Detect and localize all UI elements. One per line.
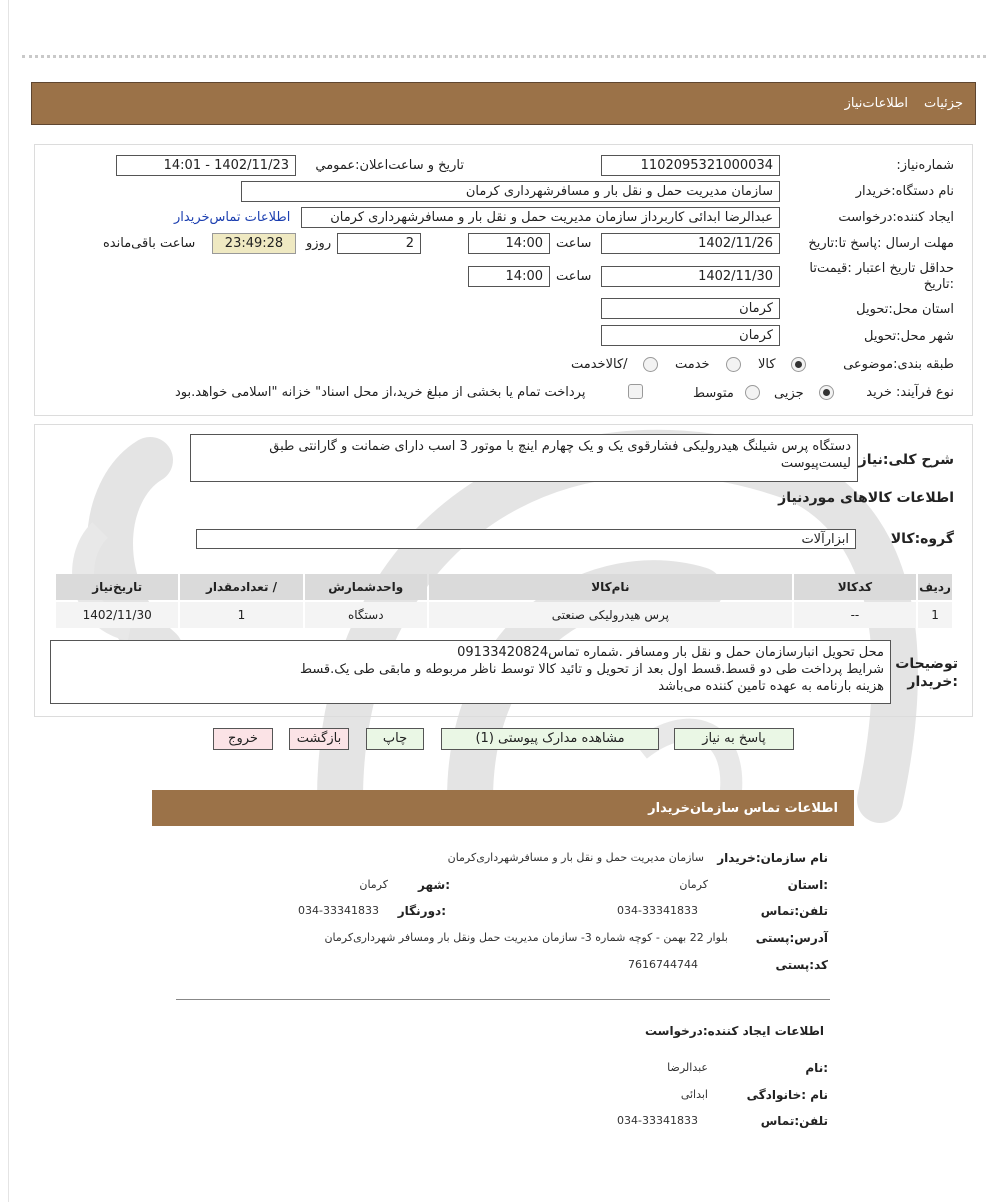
validity-time-field: 14:00 bbox=[468, 266, 550, 287]
contact-address-value: بلوار 22 بهمن - کوچه شماره 3- سازمان مدیریت حمل ونقل بار ومسافر شهرداری‌کرمان bbox=[324, 931, 728, 944]
reply-button[interactable]: پاسخ به نیاز bbox=[674, 728, 794, 750]
goods-table bbox=[54, 572, 954, 630]
deadline-time-field: 14:00 bbox=[468, 233, 550, 254]
attachments-button[interactable]: مشاهده مدارک پیوستی (1) bbox=[441, 728, 659, 750]
col-qty: / تعدادمقدار bbox=[180, 574, 302, 600]
need-summary-field: دستگاه پرس شیلنگ هیدرولیکی فشارقوی یک و یک چهارم اینچ با موتور 3 اسب دارای ضمانت و گارانتی طبق لیست‌پیوست bbox=[190, 434, 858, 482]
validity-time-label: ساعت bbox=[556, 269, 592, 284]
buyer-contact-link[interactable]: اطلاعات تماس‌خریدار bbox=[174, 210, 291, 225]
days-label: روزو bbox=[306, 236, 332, 251]
deadline-label: مهلت ارسال :پاسخ تا:تاریخ bbox=[808, 236, 954, 251]
col-unit: واحدشمارش bbox=[305, 574, 427, 600]
buyer-note-line: شرایط پرداخت طی دو قسط.قسط اول بعد از تحویل و تائید کالا توسط ناظر مربوطه و مابقی طی یک.قسط bbox=[299, 662, 884, 677]
cell-qty: 1 bbox=[180, 602, 302, 628]
days-field: 2 bbox=[337, 233, 421, 254]
category-goods-service-label: /کالاخدمت bbox=[571, 357, 628, 372]
contact-address-label: آدرس:پستی bbox=[755, 931, 828, 945]
creator-phone-label: تلفن:تماس bbox=[760, 1114, 828, 1128]
creator-name-label: :نام bbox=[805, 1061, 828, 1075]
contact-org-label: نام سازمان:خریدار bbox=[717, 851, 828, 865]
header-bar bbox=[31, 82, 976, 125]
goods-group-field: ابزارآلات bbox=[196, 529, 856, 549]
city-label: شهر محل:تحویل bbox=[864, 329, 954, 344]
creator-info-title: اطلاعات ایجاد کننده:درخواست bbox=[644, 1024, 824, 1038]
contact-fax-value: 034-33341833 bbox=[298, 904, 379, 917]
cell-code: -- bbox=[794, 602, 916, 628]
creator-name-value: عبدالرضا bbox=[667, 1061, 708, 1074]
contact-city-label: :شهر bbox=[418, 878, 450, 892]
print-button[interactable]: چاپ bbox=[366, 728, 424, 750]
col-name: نام‌کالا bbox=[429, 574, 792, 600]
category-service-label: خدمت bbox=[675, 357, 710, 372]
province-field: کرمان bbox=[601, 298, 780, 319]
need-summary-label: شرح کلی:نیاز bbox=[858, 452, 954, 468]
contact-org-value: سازمان مدیریت حمل و نقل بار و مسافرشهرداری‌کرمان bbox=[447, 851, 704, 864]
category-label: طبقه بندی:موضوعی bbox=[843, 357, 954, 372]
contact-section-title: اطلاعات تماس سازمان‌خریدار bbox=[152, 790, 854, 826]
announce-field: 1402/11/23 - 14:01 bbox=[116, 155, 296, 176]
tab-details[interactable]: جزئیات bbox=[924, 96, 963, 111]
contact-province-value: کرمان bbox=[679, 878, 708, 891]
creator-family-label: نام :خانوادگی bbox=[746, 1088, 828, 1102]
announce-label: تاریخ و ساعت‌اعلان:عمومي bbox=[315, 158, 464, 173]
creator-phone-value: 034-33341833 bbox=[617, 1114, 698, 1127]
remaining-label: ساعت باقی‌مانده bbox=[103, 236, 196, 251]
city-field: کرمان bbox=[601, 325, 780, 346]
process-minor-label: جزیی bbox=[774, 386, 804, 401]
left-border bbox=[8, 0, 9, 1202]
category-service-radio[interactable] bbox=[726, 357, 741, 372]
col-date: تاریخ‌نیاز bbox=[56, 574, 178, 600]
treasury-payment-note: پرداخت تمام یا بخشی از مبلغ خرید،از محل اسناد" خزانه "اسلامی خواهد.بود bbox=[175, 385, 586, 400]
cell-name: پرس هیدرولیکی صنعتی bbox=[429, 602, 792, 628]
remaining-time-field: 23:49:28 bbox=[212, 233, 296, 254]
category-goods-radio[interactable] bbox=[791, 357, 806, 372]
goods-table-header bbox=[56, 574, 952, 600]
category-goods-label: کالا bbox=[758, 357, 776, 372]
buyer-note-line: هزینه بارنامه به عهده تامین کننده می‌باشد bbox=[658, 679, 884, 694]
contact-divider bbox=[176, 999, 830, 1000]
back-button[interactable]: بازگشت bbox=[289, 728, 349, 750]
top-divider bbox=[22, 55, 986, 58]
contact-province-label: :استان bbox=[787, 878, 828, 892]
validity-label-2: :تاریخ bbox=[923, 277, 954, 292]
contact-city-value: کرمان bbox=[359, 878, 388, 891]
table-row bbox=[56, 602, 952, 628]
validity-date-field: 1402/11/30 bbox=[601, 266, 780, 287]
goods-info-title: اطلاعات کالاهای موردنیاز bbox=[778, 490, 954, 506]
deadline-time-label: ساعت bbox=[556, 236, 592, 251]
category-goods-service-radio[interactable] bbox=[643, 357, 658, 372]
province-label: استان محل:تحویل bbox=[856, 302, 954, 317]
contact-fax-label: :دورنگار bbox=[397, 904, 446, 918]
goods-group-label: گروه:کالا bbox=[890, 531, 954, 547]
contact-postal-value: 7616744744 bbox=[628, 958, 698, 971]
creator-label: ایجاد کننده:درخواست bbox=[838, 210, 954, 225]
col-code: کدکالا bbox=[794, 574, 916, 600]
exit-button[interactable]: خروج bbox=[213, 728, 273, 750]
buyer-note-line: محل تحویل انبارسازمان حمل و نقل بار ومسافر .شماره تماس09133420824 bbox=[457, 645, 884, 660]
need-number-field: 1102095321000034 bbox=[601, 155, 780, 176]
buyer-notes-field bbox=[50, 640, 891, 704]
creator-field: عبدالرضا ابدائی کاربرداز سازمان مدیریت حمل و نقل بار و مسافرشهرداری کرمان bbox=[301, 207, 780, 228]
contact-phone-label: تلفن:تماس bbox=[760, 904, 828, 918]
validity-label-1: حداقل تاریخ اعتبار :قیمت‌تا bbox=[809, 261, 954, 276]
process-minor-radio[interactable] bbox=[819, 385, 834, 400]
tab-need-info[interactable]: اطلاعات‌نیاز bbox=[844, 96, 909, 111]
col-row: ردیف bbox=[918, 574, 952, 600]
process-type-label: نوع فرآیند: خرید bbox=[866, 385, 954, 400]
creator-family-value: ابدائی bbox=[680, 1088, 708, 1101]
buyer-org-field: سازمان مدیریت حمل و نقل بار و مسافرشهرداری کرمان bbox=[241, 181, 780, 202]
process-medium-radio[interactable] bbox=[745, 385, 760, 400]
buyer-notes-label-2: :خریدار bbox=[907, 674, 958, 690]
deadline-date-field: 1402/11/26 bbox=[601, 233, 780, 254]
process-medium-label: متوسط bbox=[693, 386, 734, 401]
treasury-payment-checkbox[interactable] bbox=[628, 384, 643, 399]
buyer-notes-label-1: توضیحات bbox=[895, 656, 958, 672]
contact-phone-value: 034-33341833 bbox=[617, 904, 698, 917]
cell-unit: دستگاه bbox=[305, 602, 427, 628]
cell-row: 1 bbox=[918, 602, 952, 628]
contact-postal-label: کد:پستی bbox=[775, 958, 828, 972]
buyer-org-label: نام دستگاه:خریدار bbox=[855, 184, 954, 199]
cell-date: 1402/11/30 bbox=[56, 602, 178, 628]
need-number-label: شماره‌نیاز: bbox=[896, 158, 954, 173]
